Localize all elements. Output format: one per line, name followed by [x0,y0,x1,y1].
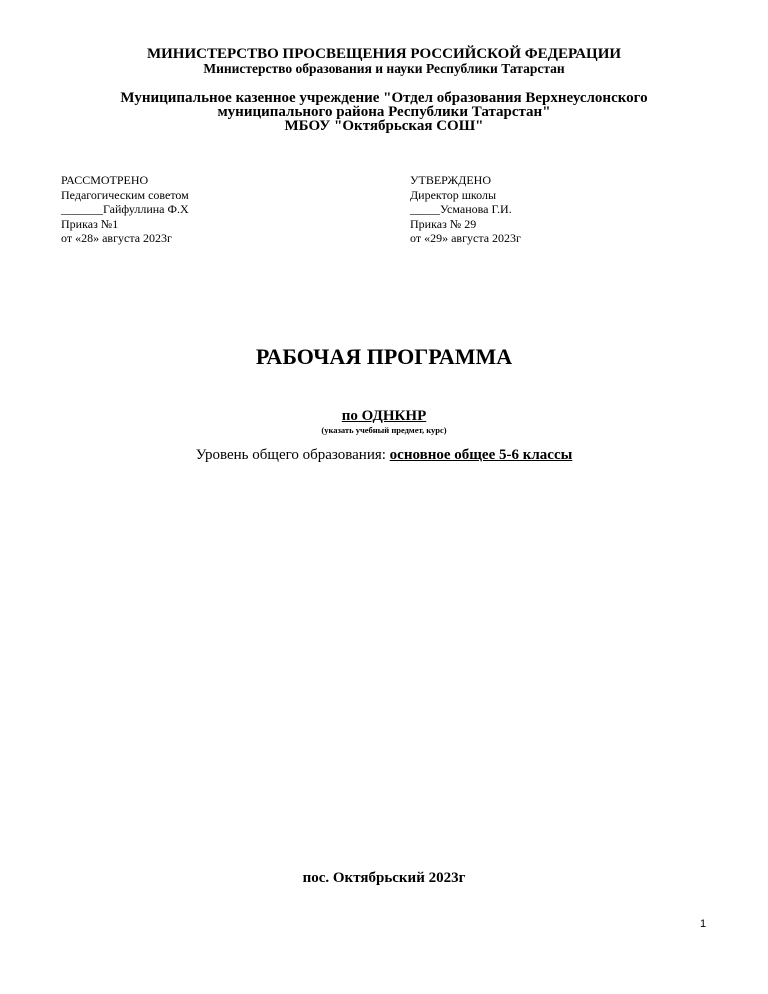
subject-hint: (указать учебный предмет, курс) [321,425,447,435]
education-level-value: основное общее 5-6 классы [389,447,573,463]
institution-line-2: муниципального района Республики Татарстан" [217,104,551,120]
school-name: МБОУ "Октябрьская СОШ" [284,118,484,134]
reviewed-signature: _______Гайфуллина Ф.Х [61,202,189,216]
reviewed-body: Педагогическим советом [61,187,189,202]
subject-name: по ОДНКНР [341,408,427,424]
approved-status: УТВЕРЖДЕНО [410,173,492,187]
place-and-year: пос. Октябрьский 2023г [302,870,466,886]
approved-signature: _____Усманова Г.И. [410,202,512,216]
regional-ministry-heading: Министерство образования и науки Республики Татарстан [203,61,565,76]
education-level-label: Уровень общего образования: [195,447,390,463]
education-level-line [0,446,768,464]
approved-order: Приказ № 29 [410,216,477,231]
federal-ministry-heading: МИНИСТЕРСТВО ПРОСВЕЩЕНИЯ РОССИЙСКОЙ ФЕДЕРАЦИИ [146,46,622,62]
approved-body: Директор школы [410,187,497,202]
reviewed-order: Приказ №1 [61,216,119,231]
reviewed-date: от «28» августа 2023г [61,231,172,245]
page-number: 1 [700,918,707,930]
approved-date: от «29» августа 2023г [410,231,521,245]
program-title: РАБОЧАЯ ПРОГРАММА [255,344,513,369]
institution-line-1: Муниципальное казенное учреждение "Отдел образования Верхнеуслонского [120,90,648,106]
approved-block [410,173,521,246]
subject-line [0,408,768,424]
reviewed-block [61,173,189,246]
reviewed-status: РАССМОТРЕНО [61,173,149,187]
